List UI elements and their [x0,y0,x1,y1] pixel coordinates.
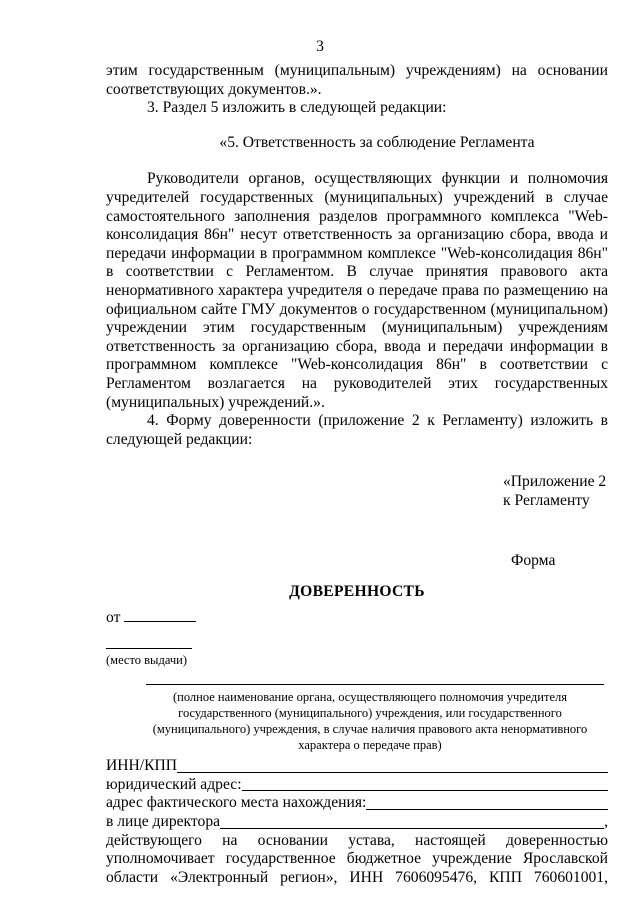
section-5-body: Руководители органов, осуществляющих функции и полномочия учредителей государственных (муниципальных) учреждений в случае самостоятельного заполнения разделов программного комплекса "Web-консолидация 86н" несут ответственность за организацию сбора, ввода и передачи информации в программном комплексе "Web-консолидация 86н" в соответствии с Регламентом. В случае принятия правового акта ненормативного характера учредителя о передаче права по размещению на официальном сайте ГМУ документов о государственном (муниципальном) учреждении этим государственным (муниципальным) учреждениям ответственность за организацию сбора, ввода и передачи информации в программном комплексе "Web-консолидация 86н" в соответствии с Регламентом возлагается на руководителей этих государственных (муниципальных) учреждений.». [106,170,608,411]
actual-address-field [106,794,608,813]
tail-line-2: уполномочивает государственное бюджетное учреждение Ярославской [106,850,608,868]
legal-address-blank [242,776,608,791]
director-field [106,813,608,832]
appendix-reference [503,473,608,510]
director-trailing-comma: , [604,813,608,831]
actual-address-label: адрес фактического места нахождения: [106,794,367,812]
legal-address-label: юридический адрес: [106,775,242,793]
appendix-line-1: «Приложение 2 [503,473,607,491]
tail-line-1: действующего на основании устава, настоящей доверенностью [106,831,608,849]
from-date-blank [124,607,196,622]
from-date-line [106,607,608,628]
item-4-paragraph: 4. Форму доверенности (приложение 2 к Регламенту) изложить в следующей редакции: [106,412,608,448]
place-of-issue-caption: (место выдачи) [106,653,187,668]
form-label: Форма [511,552,556,570]
place-of-issue-blank [106,647,192,649]
appendix-line-2: к Регламенту [503,491,590,509]
document-title: ДОВЕРЕННОСТЬ [289,583,425,601]
page-number: 3 [316,38,324,55]
director-label: в лице директора [106,813,221,831]
inn-kpp-label: ИНН/КПП [106,757,178,775]
actual-address-blank [366,795,608,810]
section-5-title: «5. Ответственность за соблюдение Регламента [219,133,535,151]
document-body [106,62,608,887]
organization-name-blank [146,683,604,685]
from-label: от [106,608,121,626]
requisites-fields [106,757,608,831]
director-blank [220,814,604,829]
item-3-paragraph: 3. Раздел 5 изложить в следующей редакции: [147,99,447,117]
tail-line-3: области «Электронный регион», ИНН 7606095476, КПП 760601001, [106,868,608,886]
inn-kpp-blank [177,758,608,773]
continuation-line-1: этим государственным (муниципальным) учреждениям) на основании [106,62,608,79]
inn-kpp-field [106,757,608,776]
organization-name-caption: (полное наименование органа, осуществляющего полномочия учредителя государственного (муниципального) учреждения, или государственного (муниципального) учреждения, в случае наличия правового акта ненормативного характера о передаче прав) [152,690,588,753]
legal-address-field [106,776,608,795]
continuation-line-2: соответствующих документов.». [106,80,322,98]
